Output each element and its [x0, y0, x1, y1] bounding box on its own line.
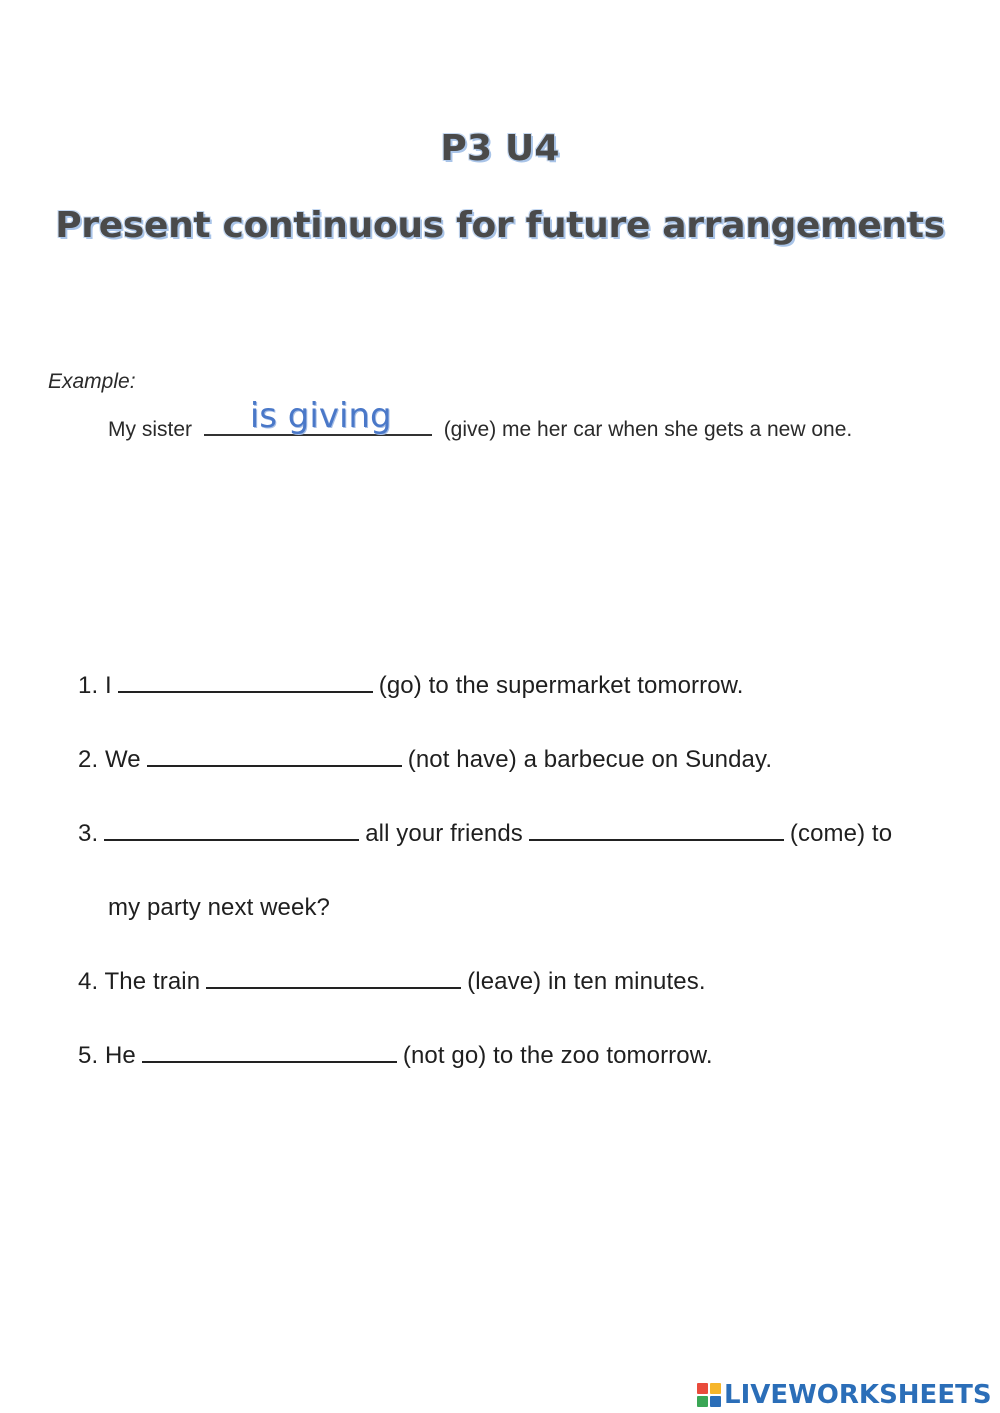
- question-3-text: (come) to: [789, 820, 893, 847]
- question-2-number: 2. We: [78, 746, 141, 773]
- example-label: Example:: [48, 370, 136, 393]
- example-answer-blank: [204, 396, 432, 442]
- worksheet-title: Present continuous for future arrangements: [55, 205, 945, 246]
- worksheet-code: P3 U4: [440, 128, 560, 169]
- question-5: [78, 1042, 713, 1070]
- question-1-answer-blank[interactable]: [118, 673, 373, 693]
- example-text-before: My sister: [108, 418, 192, 441]
- question-4-number: 4. The train: [78, 968, 201, 995]
- question-3-answer-blank-1[interactable]: [104, 821, 359, 841]
- question-2-text: (not have) a barbecue on Sunday.: [407, 746, 773, 773]
- question-3-middle-text: all your friends: [365, 820, 523, 847]
- logo-squares-icon: [697, 1383, 721, 1407]
- liveworksheets-logo[interactable]: [697, 1377, 992, 1413]
- question-1: [78, 672, 744, 700]
- logo-square: [710, 1396, 721, 1407]
- question-2: [78, 746, 772, 774]
- logo-square: [697, 1383, 708, 1394]
- question-5-answer-blank[interactable]: [142, 1043, 397, 1063]
- brand-name: LIVEWORKSHEETS: [724, 1380, 992, 1410]
- logo-square: [710, 1383, 721, 1394]
- question-3-answer-blank-2[interactable]: [529, 821, 784, 841]
- question-2-answer-blank[interactable]: [147, 747, 402, 767]
- question-3-continuation: my party next week?: [108, 894, 330, 921]
- question-1-number: 1. I: [78, 672, 112, 699]
- example-text-after: (give) me her car when she gets a new one.: [443, 418, 853, 441]
- question-5-text: (not go) to the zoo tomorrow.: [402, 1042, 713, 1069]
- logo-square: [697, 1396, 708, 1407]
- question-1-text: (go) to the supermarket tomorrow.: [378, 672, 744, 699]
- question-3: [78, 820, 892, 848]
- question-4-text: (leave) in ten minutes.: [467, 968, 706, 995]
- question-3-number: 3.: [78, 820, 99, 847]
- example-answer: is giving: [249, 396, 392, 436]
- question-4-answer-blank[interactable]: [206, 969, 461, 989]
- question-4: [78, 968, 706, 996]
- question-5-number: 5. He: [78, 1042, 136, 1069]
- example-sentence: [108, 396, 853, 442]
